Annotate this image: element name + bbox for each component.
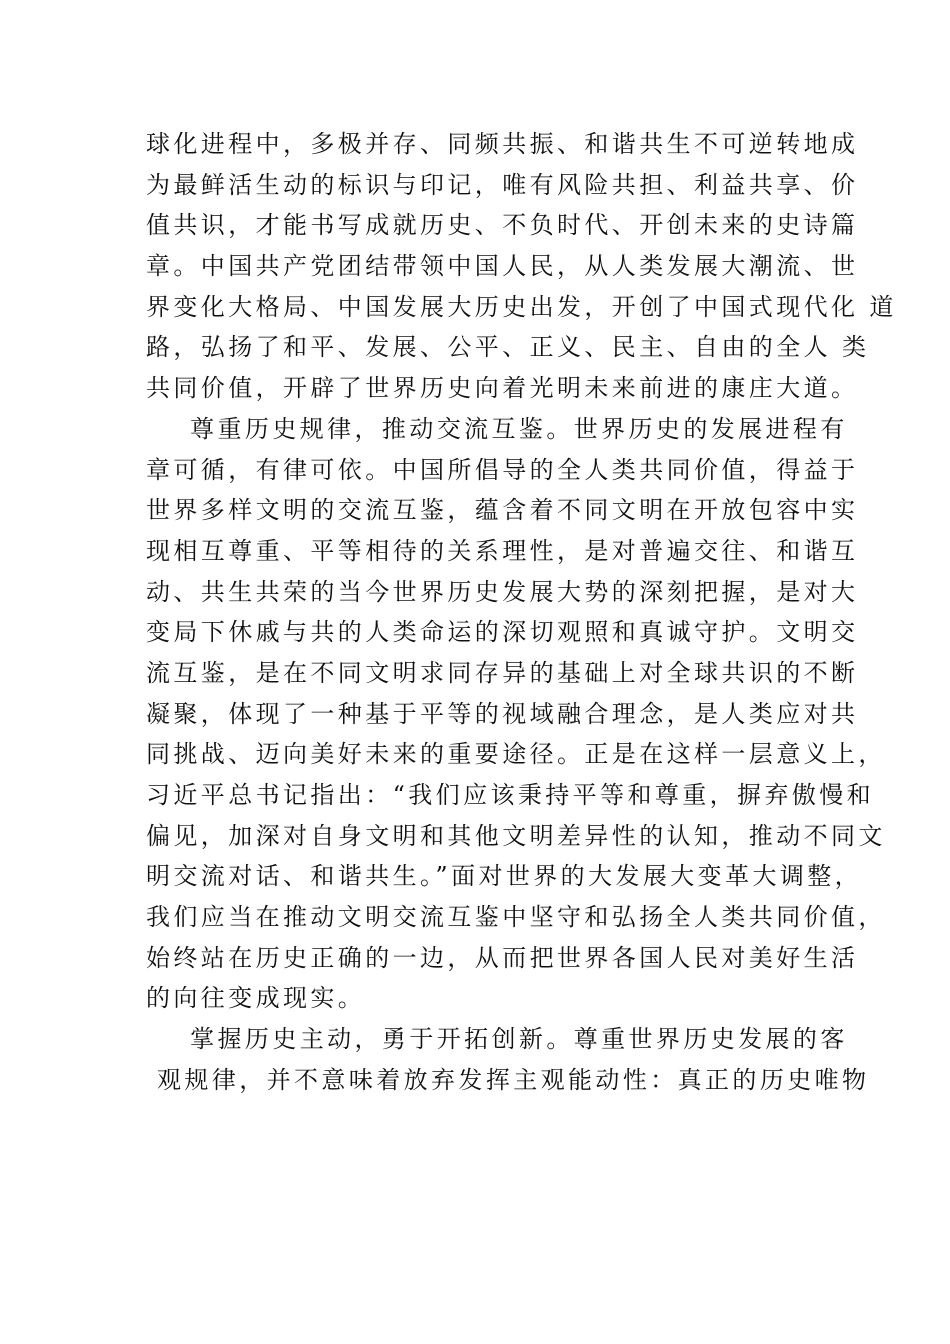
text-line: 始终站在历史正确的一边，从而把世界各国人民对美好生活 xyxy=(146,943,859,972)
text-line: 流互鉴，是在不同文明求同存异的基础上对全球共识的不断 xyxy=(146,658,859,687)
text-line: 值共识，才能书写成就历史、不负时代、开创未来的史诗篇 xyxy=(146,211,859,240)
text-line: 观规律，并不意味着放弃发挥主观能动性：真正的历史唯物 xyxy=(146,1065,870,1094)
text-line: 章。中国共产党团结带领中国人民，从人类发展大潮流、世 xyxy=(146,252,859,281)
text-line: 我们应当在推动文明交流互鉴中坚守和弘扬全人类共同价值， xyxy=(146,903,886,932)
text-line: 同挑战、迈向美好未来的重要途径。正是在这样一层意义上， xyxy=(146,740,886,769)
text-line: 路，弘扬了和平、发展、公平、正义、民主、自由的全人 类 xyxy=(146,333,870,362)
text-line: 的向往变成现实。 xyxy=(146,984,366,1013)
text-line: 习近平总书记指出：“我们应该秉持平等和尊重，摒弃傲慢和 xyxy=(146,781,875,809)
text-line: 世界多样文明的交流互鉴，蕴含着不同文明在开放包容中实 xyxy=(146,496,859,525)
text-line: 变局下休戚与共的人类命运的深切观照和真诚守护。文明交 xyxy=(146,618,859,647)
paragraph-start-line: 尊重历史规律，推动交流互鉴。世界历史的发展进程有 xyxy=(146,414,848,443)
text-line: 动、共生共荣的当今世界历史发展大势的深刻把握，是对大 xyxy=(146,577,859,606)
text-line: 共同价值，开辟了世界历史向着光明未来前进的康庄大道。 xyxy=(146,374,859,403)
text-line: 凝聚，体现了一种基于平等的视域融合理念，是人类应对共 xyxy=(146,699,859,728)
text-line: 为最鲜活生动的标识与印记，唯有风险共担、利益共享、价 xyxy=(146,170,859,199)
text-line: 偏见，加深对自身文明和其他文明差异性的认知，推动不同文 xyxy=(146,821,886,850)
text-line: 现相互尊重、平等相待的关系理性，是对普遍交往、和谐互 xyxy=(146,536,859,565)
text-line: 章可循，有律可依。中国所倡导的全人类共同价值，得益于 xyxy=(146,455,859,484)
text-line: 界变化大格局、中国发展大历史出发，开创了中国式现代化 道 xyxy=(146,292,897,321)
paragraph-start-line: 掌握历史主动，勇于开拓创新。尊重世界历史发展的客 xyxy=(146,1025,848,1054)
article-body xyxy=(146,124,897,1101)
text-line: 明交流对话、和谐共生。”面对世界的大发展大变革大调整， xyxy=(146,862,863,891)
text-line: 球化进程中，多极并存、同频共振、和谐共生不可逆转地成 xyxy=(146,130,859,158)
